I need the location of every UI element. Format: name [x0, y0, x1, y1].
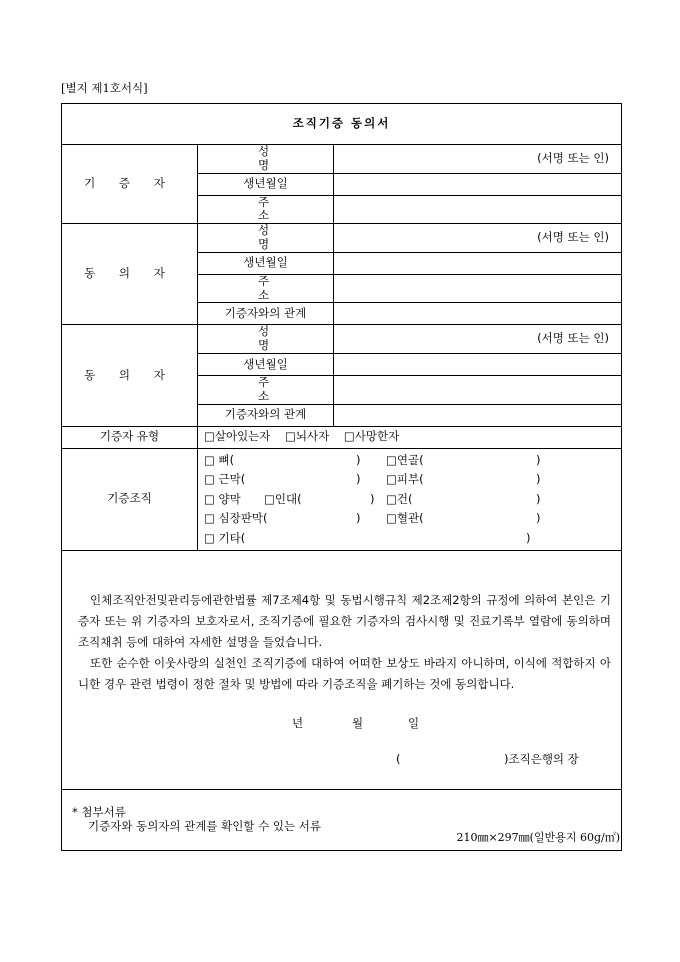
donor-address-field[interactable]: [334, 195, 622, 224]
consenter1-name-field[interactable]: [334, 224, 622, 253]
tissue-vessel-checkbox[interactable]: □혈관(: [386, 511, 424, 526]
consent-statement: [62, 551, 622, 790]
consenter2-relation-field[interactable]: [334, 404, 622, 426]
tissue-options: [198, 448, 622, 551]
consenter1-birth-field[interactable]: [334, 252, 622, 274]
consenter1-address-label: 주 소: [198, 274, 334, 303]
consenter1-birth-label: 생년월일: [198, 252, 334, 274]
tissue-ligament-close: ): [370, 491, 375, 506]
consenter2-address-label: 주 소: [198, 375, 334, 404]
consenter2-birth-field[interactable]: [334, 353, 622, 375]
tissue-fascia-close: ): [356, 472, 361, 487]
consenter2-birth-label: 생년월일: [198, 353, 334, 375]
donor-birth-label: 생년월일: [198, 173, 334, 195]
consenter2-address-field[interactable]: [334, 375, 622, 404]
donor-type-deceased-checkbox[interactable]: □사망한자: [343, 429, 400, 444]
bank-head-label: )조직은행의 장: [504, 752, 579, 767]
tissue-valve-checkbox[interactable]: □ 심장판막(: [204, 511, 268, 526]
date-line[interactable]: [78, 713, 611, 733]
donor-birth-field[interactable]: [334, 173, 622, 195]
tissue-other-checkbox[interactable]: □ 기타(: [204, 530, 246, 545]
tissue-valve-close: ): [356, 511, 361, 526]
form-title: 조직기증 동의서: [62, 104, 622, 145]
donor-signature-note: (서명 또는 인): [537, 150, 609, 165]
tissue-cartilage-checkbox[interactable]: □연골(: [386, 452, 424, 467]
consenter2-relation-label: 기증자와의 관계: [198, 404, 334, 426]
consenter2-section-label: 동 의 자: [62, 325, 198, 426]
consenter1-address-field[interactable]: [334, 274, 622, 303]
bank-open-paren: (: [396, 752, 401, 767]
form-number-label: [별지 제1호서식]: [61, 81, 148, 95]
consenter1-relation-label: 기증자와의 관계: [198, 303, 334, 325]
consent-paragraph-1: 인체조직안전및관리등에관한법률 제7조제4항 및 동법시행규칙 제2조제2항의 규정에 의하여 본인은 기증자 또는 위 기증자의 보호자로서, 조직기증에 필요한 기증자의 검사시행 및 진료기록부 열람에 동의하며 조직채취 등에 대하여 자세한 설명을 들었습니다.: [78, 593, 611, 650]
consenter1-relation-field[interactable]: [334, 303, 622, 325]
tissue-vessel-close: ): [536, 511, 541, 526]
tissue-fascia-checkbox[interactable]: □ 근막(: [204, 472, 246, 487]
consenter2-name-field[interactable]: [334, 325, 622, 354]
tissue-ligament-checkbox[interactable]: □인대(: [264, 491, 302, 506]
consenter2-name-label: 성 명: [198, 325, 334, 354]
donor-type-braindead-checkbox[interactable]: □뇌사자: [285, 429, 330, 444]
consent-paragraph-2: 또한 순수한 이웃사랑의 실천인 조직기증에 대하여 어떠한 보상도 바라지 아니하며, 이식에 적합하지 아니한 경우 관련 법령이 정한 절차 및 방법에 따라 기증조직을 폐기하는 것에 동의합니다.: [78, 656, 611, 692]
tissue-amnion-checkbox[interactable]: □ 양막: [204, 491, 241, 506]
tissue-bone-close: ): [356, 452, 361, 467]
paper-size-note: 210㎜×297㎜(일반용지 60g/㎡): [456, 831, 620, 844]
donor-type-living-checkbox[interactable]: □살아있는자: [204, 429, 271, 444]
consenter1-name-label: 성 명: [198, 224, 334, 253]
tissue-skin-checkbox[interactable]: □피부(: [386, 472, 424, 487]
date-day-label: 일: [408, 716, 420, 731]
attachment-heading: * 첨부서류: [72, 805, 126, 820]
date-year-label: 년: [292, 716, 304, 731]
donor-name-field[interactable]: [334, 145, 622, 174]
donor-section-label: 기 증 자: [62, 145, 198, 224]
donor-type-label: 기증자 유형: [62, 426, 198, 448]
date-month-label: 월: [352, 716, 364, 731]
tissue-other-close: ): [526, 530, 531, 545]
tissue-bone-checkbox[interactable]: □ 뼈(: [204, 452, 235, 467]
tissue-tendon-checkbox[interactable]: □건(: [386, 491, 413, 506]
tissue-label: 기증조직: [62, 448, 198, 551]
attachment-item: 기증자와 동의자의 관계를 확인할 수 있는 서류: [88, 819, 322, 834]
bank-head-line[interactable]: [78, 749, 611, 769]
donor-type-options: [198, 426, 622, 448]
consent-form-table: [61, 103, 622, 851]
donor-name-label: 성 명: [198, 145, 334, 174]
tissue-skin-close: ): [536, 472, 541, 487]
consenter1-signature-note: (서명 또는 인): [537, 230, 609, 245]
consenter2-signature-note: (서명 또는 인): [537, 331, 609, 346]
donor-address-label: 주 소: [198, 195, 334, 224]
tissue-tendon-close: ): [536, 491, 541, 506]
consenter1-section-label: 동 의 자: [62, 224, 198, 325]
tissue-cartilage-close: ): [536, 452, 541, 467]
